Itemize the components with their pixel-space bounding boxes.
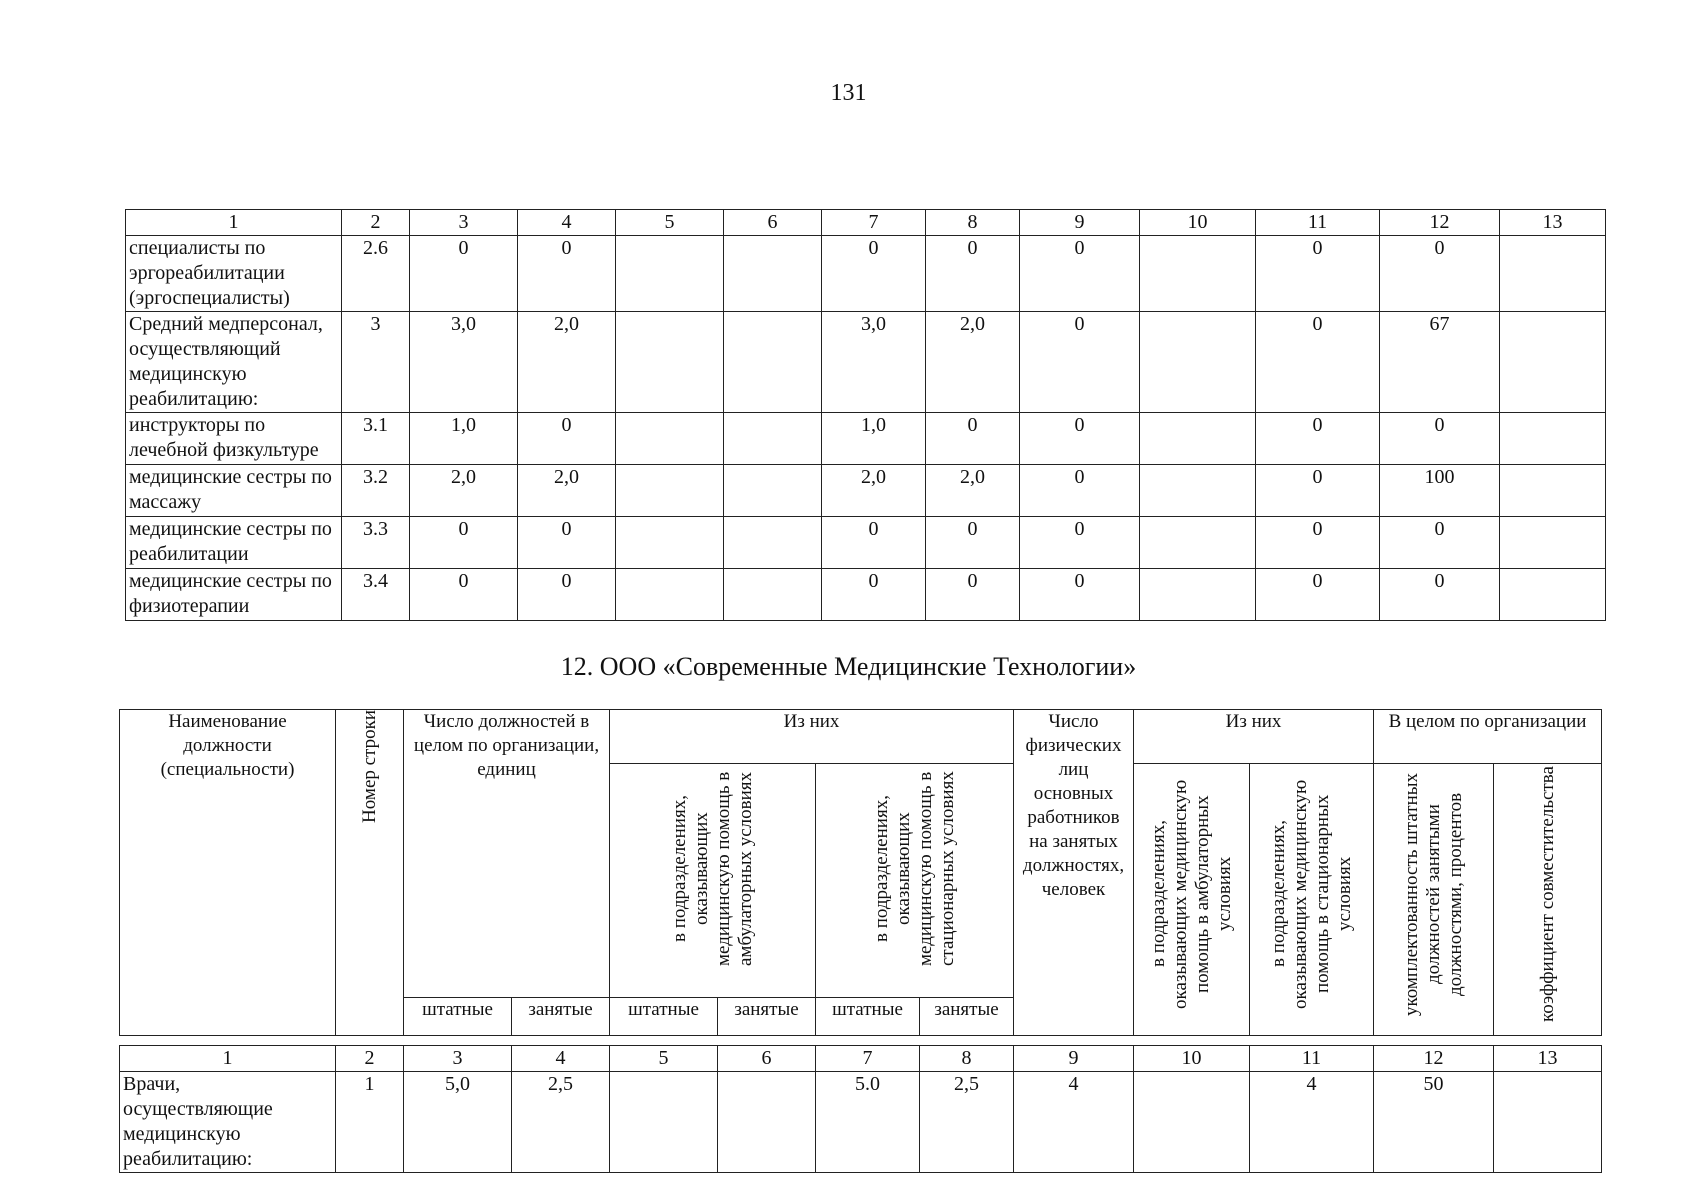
header-ambulatory-text: в подразделениях, оказывающих медицинскую помощь в амбулаторных условиях bbox=[668, 771, 756, 967]
table-header bbox=[119, 709, 1602, 1036]
cell bbox=[724, 465, 822, 517]
table-row bbox=[126, 413, 1606, 465]
cell: 0 bbox=[1380, 236, 1500, 312]
cell bbox=[1140, 413, 1256, 465]
header-staff: штатные bbox=[816, 998, 920, 1036]
cell: 0 bbox=[1020, 413, 1140, 465]
cell: 0 bbox=[1020, 236, 1140, 312]
col-num: 7 bbox=[822, 210, 926, 236]
cell bbox=[1500, 413, 1606, 465]
cell bbox=[724, 236, 822, 312]
table-row bbox=[126, 517, 1606, 569]
cell: 0 bbox=[518, 236, 616, 312]
header-persons-ambulatory bbox=[1134, 764, 1250, 1036]
col-num: 6 bbox=[718, 1046, 816, 1072]
cell: 0 bbox=[822, 517, 926, 569]
cell: 2,0 bbox=[410, 465, 518, 517]
cell: 0 bbox=[1256, 312, 1380, 413]
header-occupied: занятые bbox=[920, 998, 1014, 1036]
header-position-name: Наименование должности (специальности) bbox=[120, 710, 336, 1036]
row-name: Средний медперсонал, осуществляющий медицинскую реабилитацию: bbox=[126, 312, 342, 413]
header-row-number bbox=[336, 710, 404, 1036]
header-occupied: занятые bbox=[718, 998, 816, 1036]
cell: 0 bbox=[1256, 413, 1380, 465]
table-row bbox=[126, 236, 1606, 312]
col-num: 9 bbox=[1020, 210, 1140, 236]
header-row-number-text: Номер строки bbox=[358, 710, 380, 823]
cell bbox=[1140, 236, 1256, 312]
header-of-them-1: Из них bbox=[610, 710, 1014, 764]
header-persons-inpatient-text: в подразделениях, оказывающих медицинскую помощь в стационарных условиях bbox=[1267, 779, 1355, 1009]
cell bbox=[1500, 569, 1606, 621]
col-num: 3 bbox=[404, 1046, 512, 1072]
cell: 4 bbox=[1250, 1072, 1374, 1173]
col-num: 10 bbox=[1140, 210, 1256, 236]
row-name: медицинские сестры по реабилитации bbox=[126, 517, 342, 569]
row-name: Врачи, осуществляющие медицинскую реабилитацию: bbox=[120, 1072, 336, 1173]
cell: 0 bbox=[926, 517, 1020, 569]
row-name: медицинские сестры по физиотерапии bbox=[126, 569, 342, 621]
cell: 3,0 bbox=[822, 312, 926, 413]
cell: 0 bbox=[1256, 517, 1380, 569]
col-num: 9 bbox=[1014, 1046, 1134, 1072]
cell: 67 bbox=[1380, 312, 1500, 413]
col-num: 4 bbox=[512, 1046, 610, 1072]
cell: 3.1 bbox=[342, 413, 410, 465]
table-continuation bbox=[125, 209, 1606, 621]
cell: 2,0 bbox=[822, 465, 926, 517]
cell: 5.0 bbox=[816, 1072, 920, 1173]
col-num: 11 bbox=[1250, 1046, 1374, 1072]
cell bbox=[1500, 236, 1606, 312]
table-row bbox=[126, 465, 1606, 517]
cell: 2,5 bbox=[512, 1072, 610, 1173]
header-staffing bbox=[1374, 764, 1494, 1036]
col-num: 5 bbox=[610, 1046, 718, 1072]
cell: 1,0 bbox=[410, 413, 518, 465]
cell: 0 bbox=[410, 517, 518, 569]
header-inpatient bbox=[816, 764, 1014, 998]
cell: 0 bbox=[1380, 413, 1500, 465]
cell bbox=[616, 236, 724, 312]
header-persons-ambulatory-text: в подразделениях, оказывающих медицинскую помощь в амбулаторных условиях bbox=[1147, 779, 1235, 1009]
header-org-total: В целом по организации bbox=[1374, 710, 1602, 764]
cell: 0 bbox=[926, 569, 1020, 621]
cell: 100 bbox=[1380, 465, 1500, 517]
header-of-them-2: Из них bbox=[1134, 710, 1374, 764]
cell: 2,0 bbox=[926, 465, 1020, 517]
header-persons-inpatient bbox=[1250, 764, 1374, 1036]
cell bbox=[616, 413, 724, 465]
cell: 0 bbox=[1380, 569, 1500, 621]
cell: 0 bbox=[1020, 569, 1140, 621]
cell: 0 bbox=[1380, 517, 1500, 569]
cell: 5,0 bbox=[404, 1072, 512, 1173]
cell: 0 bbox=[410, 569, 518, 621]
cell: 3.3 bbox=[342, 517, 410, 569]
table-body bbox=[119, 1045, 1602, 1173]
row-name: специалисты по эргореабилитации (эргоспециалисты) bbox=[126, 236, 342, 312]
cell: 2,0 bbox=[518, 312, 616, 413]
col-num: 5 bbox=[616, 210, 724, 236]
col-num: 8 bbox=[926, 210, 1020, 236]
cell: 0 bbox=[1020, 517, 1140, 569]
header-positions-total: Число должностей в целом по организации, единиц bbox=[404, 710, 610, 998]
col-num: 1 bbox=[120, 1046, 336, 1072]
header-combination-text: коэффициент совместительства bbox=[1536, 766, 1558, 1022]
header-occupied: занятые bbox=[512, 998, 610, 1036]
cell: 3 bbox=[342, 312, 410, 413]
col-num: 13 bbox=[1494, 1046, 1602, 1072]
cell bbox=[1134, 1072, 1250, 1173]
header-inpatient-text: в подразделениях, оказывающих медицинскую помощь в стационарных условиях bbox=[870, 771, 958, 967]
col-num: 7 bbox=[816, 1046, 920, 1072]
cell: 0 bbox=[926, 236, 1020, 312]
cell bbox=[724, 517, 822, 569]
cell bbox=[616, 312, 724, 413]
row-name: медицинские сестры по массажу bbox=[126, 465, 342, 517]
cell: 3,0 bbox=[410, 312, 518, 413]
cell bbox=[1500, 465, 1606, 517]
row-name: инструкторы по лечебной физкультуре bbox=[126, 413, 342, 465]
cell: 2.6 bbox=[342, 236, 410, 312]
header-ambulatory bbox=[610, 764, 816, 998]
cell: 0 bbox=[822, 569, 926, 621]
cell bbox=[616, 569, 724, 621]
cell bbox=[1500, 517, 1606, 569]
cell bbox=[1500, 312, 1606, 413]
col-num: 3 bbox=[410, 210, 518, 236]
cell bbox=[610, 1072, 718, 1173]
cell: 0 bbox=[1020, 312, 1140, 413]
cell bbox=[1494, 1072, 1602, 1173]
cell: 0 bbox=[1256, 569, 1380, 621]
cell: 0 bbox=[1256, 236, 1380, 312]
table-row bbox=[126, 569, 1606, 621]
col-num: 8 bbox=[920, 1046, 1014, 1072]
cell: 0 bbox=[1020, 465, 1140, 517]
col-num: 2 bbox=[342, 210, 410, 236]
cell: 2,0 bbox=[926, 312, 1020, 413]
cell bbox=[616, 517, 724, 569]
header-staff: штатные bbox=[404, 998, 512, 1036]
cell bbox=[724, 413, 822, 465]
table-row bbox=[126, 312, 1606, 413]
cell: 2,5 bbox=[920, 1072, 1014, 1173]
col-num: 1 bbox=[126, 210, 342, 236]
cell bbox=[724, 312, 822, 413]
cell: 50 bbox=[1374, 1072, 1494, 1173]
cell: 0 bbox=[518, 517, 616, 569]
cell bbox=[724, 569, 822, 621]
cell: 0 bbox=[410, 236, 518, 312]
col-num: 11 bbox=[1256, 210, 1380, 236]
cell bbox=[1140, 569, 1256, 621]
cell: 0 bbox=[518, 413, 616, 465]
col-num: 6 bbox=[724, 210, 822, 236]
header-staff: штатные bbox=[610, 998, 718, 1036]
section-title: 12. ООО «Современные Медицинские Технологии» bbox=[560, 652, 1137, 681]
header-combination bbox=[1494, 764, 1602, 1036]
col-num: 10 bbox=[1134, 1046, 1250, 1072]
cell bbox=[1140, 517, 1256, 569]
column-number-row bbox=[126, 210, 1606, 236]
cell: 0 bbox=[822, 236, 926, 312]
cell bbox=[1140, 465, 1256, 517]
cell: 3.2 bbox=[342, 465, 410, 517]
header-persons: Число физических лиц основных работников на занятых должностях, человек bbox=[1014, 710, 1134, 1036]
cell bbox=[1140, 312, 1256, 413]
cell: 1,0 bbox=[822, 413, 926, 465]
header-staffing-text: укомплектованность штатных должностей занятыми должностями, процентов bbox=[1400, 772, 1466, 1016]
cell: 1 bbox=[336, 1072, 404, 1173]
cell: 3.4 bbox=[342, 569, 410, 621]
page-number: 131 bbox=[830, 80, 867, 106]
table-row bbox=[120, 1072, 1602, 1173]
col-num: 12 bbox=[1374, 1046, 1494, 1072]
col-num: 4 bbox=[518, 210, 616, 236]
cell: 0 bbox=[518, 569, 616, 621]
col-num: 13 bbox=[1500, 210, 1606, 236]
cell bbox=[616, 465, 724, 517]
cell: 4 bbox=[1014, 1072, 1134, 1173]
cell: 0 bbox=[926, 413, 1020, 465]
col-num: 12 bbox=[1380, 210, 1500, 236]
column-number-row bbox=[120, 1046, 1602, 1072]
cell: 2,0 bbox=[518, 465, 616, 517]
cell: 0 bbox=[1256, 465, 1380, 517]
col-num: 2 bbox=[336, 1046, 404, 1072]
cell bbox=[718, 1072, 816, 1173]
